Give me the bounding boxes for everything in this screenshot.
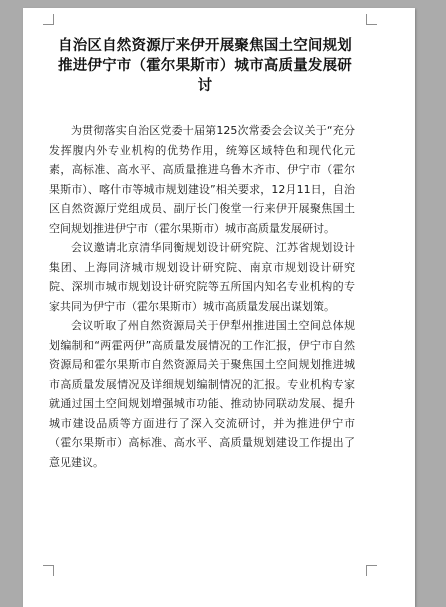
article-paragraph: 会议听取了州自然资源局关于伊犁州推进国土空间总体规划编制和“两霍两伊”高质量发展情况的工作汇报，伊宁市自然资源局和霍尔果斯市自然资源局关于聚焦国土空间规划推进城市高质量发展情况及详细规划编制情况的汇报。专业机构专家就通过国土空间规划增强城市功能、推动协同联动发展、提升城市建设品质等方面进行了深入交流研讨，并为推进伊宁市（霍尔果斯市）高标准、高水平、高质量规划建设工作提出了意见建议。 [49,319,355,469]
crop-mark-bottom-left [43,565,54,576]
crop-mark-top-right [366,14,377,25]
article-paragraph: 会议邀请北京清华同衡规划设计研究院、江苏省规划设计集团、上海同济城市规划设计研究院、南京市规划设计研究院、深圳市城市规划设计研究院等五所国内知名专业机构的专家共同为伊宁市（霍尔果斯市）城市高质量发展出谋划策。 [49,241,355,313]
article-paragraph: 为贯彻落实自治区党委十届第125次常委会会议关于“充分发挥腹内外专业机构的优势作用，统筹区域特色和现代化元素，高标准、高水平、高质量推进乌鲁木齐市、伊宁市（霍尔果斯市）、喀什市等城市规划建设”相关要求，12月11日，自治区自然资源厅党组成员、副厅长门俊堂一行来伊开展聚焦国土空间规划推进伊宁市（霍尔果斯市）城市高质量发展研讨。 [49,124,355,235]
crop-mark-bottom-right [366,565,377,576]
article-body [49,121,355,472]
crop-mark-top-left [43,14,54,25]
article-title: 自治区自然资源厅来伊开展聚焦国土空间规划 推进伊宁市（霍尔果斯市）城市高质量发展研讨 [58,38,352,94]
